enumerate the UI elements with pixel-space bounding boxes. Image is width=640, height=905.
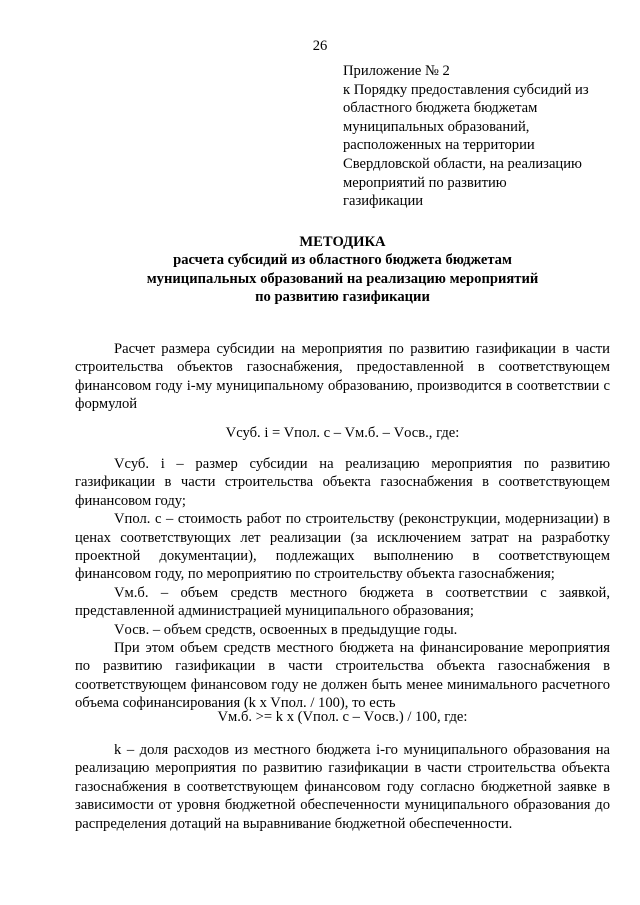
appendix-line: газификации — [343, 193, 424, 210]
appendix-line: муниципальных образований, — [343, 118, 530, 135]
title-heading: МЕТОДИКА — [299, 234, 386, 250]
title-line: расчета субсидий из областного бюджета бюджетам — [173, 252, 512, 269]
title-line: по развитию газификации — [255, 289, 430, 306]
appendix-line: Приложение № 2 — [343, 63, 450, 79]
title-line: муниципальных образований на реализацию мероприятий — [146, 270, 539, 287]
definition-paragraph: Vм.б. – объем средств местного бюджета в соответствии с заявкой, представленной администрацией муниципального образования; — [75, 584, 610, 620]
formula-local-budget: Vм.б. >= k x (Vпол. с – Vосв.) / 100, где: — [217, 709, 468, 725]
definition-paragraph: При этом объем средств местного бюджета на финансирование мероприятия по развитию газификации в части строительства объекта газоснабжения в соответствующем финансовом году не должен быть менее минимального расчетного объема софинансирования (k x Vпол. / 100), то есть — [75, 640, 610, 712]
definition-paragraph: Vсуб. i – размер субсидии на реализацию мероприятия по развитию газификации в части строительства объекта газоснабжения в соответствующем финансовом году; — [75, 456, 610, 509]
appendix-reference — [343, 62, 623, 211]
appendix-line: мероприятий по развитию — [343, 174, 507, 191]
appendix-line: к Порядку предоставления субсидий из — [343, 81, 589, 98]
definition-paragraph: Vпол. с – стоимость работ по строительству (реконструкции, модернизации) в ценах соответствующих лет реализации (за исключением затрат на разработку проектной документации), подлежащих выполнению в соответствующем финансовом году, по мероприятию по строительству объекта газоснабжения; — [75, 511, 610, 583]
intro-section — [75, 340, 610, 414]
document-title — [75, 233, 610, 307]
appendix-line: областного бюджета бюджетам — [343, 100, 538, 117]
intro-paragraph: Расчет размера субсидии на мероприятия по развитию газификации в части строительства объектов газоснабжения, предоставленной в соответствующем финансовом году i-му муниципальному образованию, производится в соответствии с формулой — [75, 341, 610, 413]
appendix-line: расположенных на территории — [343, 137, 535, 154]
formula-subsidy: Vсуб. i = Vпол. c – Vм.б. – Vосв., где: — [225, 425, 460, 441]
k-definition-paragraph: k – доля расходов из местного бюджета i-го муниципального образования на реализацию мероприятия по развитию газификации в части строительства объекта газоснабжения в соответствующем финансовом году согласно бюджетной заявке в зависимости от уровня бюджетной обеспеченности муниципального образования до распределения дотаций на выравнивание бюджетной обеспеченности. — [75, 742, 610, 832]
appendix-line: Свердловской области, на реализацию — [343, 155, 582, 172]
definition-paragraph: Vосв. – объем средств, освоенных в предыдущие годы. — [114, 621, 458, 638]
definitions-section — [75, 455, 610, 713]
page-number: 26 — [312, 38, 328, 54]
k-definition-section — [75, 741, 610, 833]
